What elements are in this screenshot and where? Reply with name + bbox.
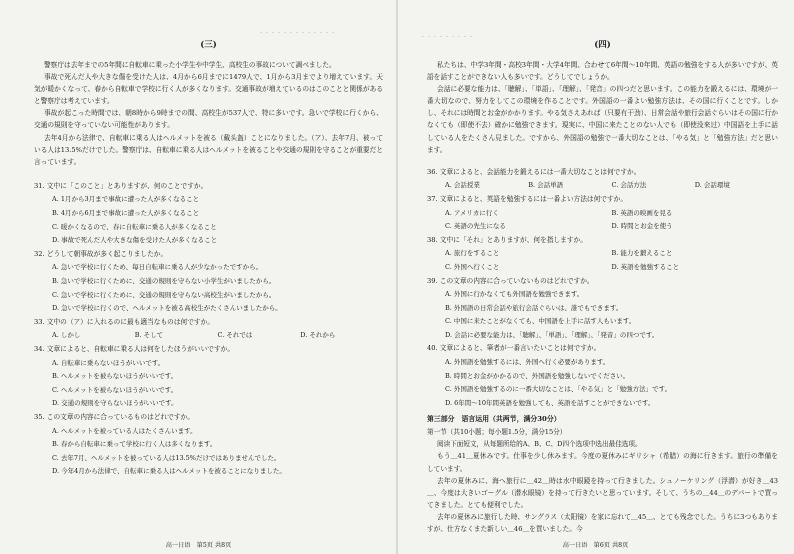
- page-5-content: [34, 40, 383, 538]
- bleed-through-text-right: ・・・・・・・・・: [420, 34, 475, 41]
- page-6: [397, 0, 794, 554]
- option-39a: A. 外国に行かなくても外国語を勉強できます。: [445, 290, 584, 299]
- option-38c: C. 外国へ行くこと: [445, 262, 500, 271]
- option-37a: A. アメリカに行く: [445, 208, 499, 217]
- option-39d: D. 会話に必要な能力は、「聴解」、「単語」、「理解」、「発音」の四つです。: [445, 330, 659, 339]
- option-36a: A. 会話授業: [445, 181, 480, 190]
- option-37b: B. 英語の映画を見る: [611, 208, 673, 217]
- options-36: [427, 179, 778, 193]
- option-38d: D. 英語を勉強すること: [611, 262, 680, 271]
- question-35: 35. この文章の内容に合っているものはどれですか。: [34, 412, 194, 421]
- question-32: 32. どうして朝事故が多く起こりましたか。: [34, 249, 168, 258]
- page-5-footer: 高一日语 第5页 共8页: [165, 542, 232, 549]
- passage-4-paragraph: 私たちは、中学3年間・高校3年間・大学4年間、合わせて6年間〜10年間、英語の勉強をする人が多いですが、英語を話すことができない人も多いです。どうしてでしょうか。: [427, 61, 778, 82]
- option-31c: C. 暖かくなるので、春に自転車に乗る人が多くなること: [52, 222, 217, 231]
- option-33d: D. それから: [300, 331, 336, 340]
- passage-4-paragraph: 会話に必要な能力は、「聴解」、「単語」、「理解」、「発音」の四つだと思います。この能力を鍛えるには、環境が一番大切なので、努力をしてこの環境を作ることです。外国語の一番よい勉強方法は、その国に行くことです。しかし、それには時間とお金がかかります。やる気さえあれば（只要有干劲）、日常会話や旅行会話ぐらいはその国に行かなくても（即使不去）確かに勉強できます。現実に、中国に来たことのない人でも（即使没来过）中国語を上手に話している人をたくさん見ました。ですから、外国語の勉強で一番大切なことは、「やる気」と「勉強方法」だと思います。: [427, 85, 778, 154]
- option-35a: A. ヘルメットを被っている人はたくさんいます。: [52, 426, 197, 435]
- question-34: 34. 文章によると、自転車に乗る人は何をしたほうがいいですか。: [34, 344, 235, 353]
- section-instruction: 阅读下面短文，从每题所给的A、B、C、D四个选项中选出最佳选项。: [437, 440, 642, 449]
- option-32c: C. 急いで学校に行くために、交通の規則を守らない高校生がいましたから。: [52, 290, 276, 299]
- passage-3-paragraph: 警察庁は去年までの5年間に自転車に乗った小学生や中学生、高校生の事故について調べました。: [44, 61, 336, 69]
- bleed-through-text: ・・・・・・・・・・・・・: [258, 30, 337, 37]
- passage-3-paragraph: 事故で死んだ人や大きな傷を受けた人は、4月から6月までに1479人で、1月から3月までより増えています。天気が暖かくなって、春から自転車で学校に行く人が多くなります。交通事故が増えているのはこのことと関係があると警察庁は考えています。: [34, 73, 383, 106]
- question-38: 38. 文中に「それ」とありますが、何を指しますか。: [427, 235, 587, 244]
- option-39c: C. 中国に来たことがなくても、中国語を上手に話す人もいます。: [445, 317, 636, 326]
- option-35b: B. 春から自転車に乗って学校に行く人は多くなります。: [52, 440, 217, 449]
- option-34c: C. ヘルメットを被らないほうがいいです。: [52, 385, 178, 394]
- option-36b: B. 会話単語: [528, 181, 564, 190]
- option-34a: A. 自転車に乗らないほうがいいです。: [52, 358, 165, 367]
- option-35d: D. 今年4月から法律で、自転車に乗る人はヘルメットを被ることになりました。: [52, 467, 286, 476]
- page-6-footer: 高一日语 第6页 共8页: [562, 542, 629, 549]
- option-33b: B. そして: [134, 331, 164, 340]
- option-40a: A. 外国語を勉強するには、外国へ行く必要があります。: [445, 358, 610, 367]
- question-36: 36. 文章によると、会話能力を鍛えるには一番大切なことは何ですか。: [427, 167, 641, 176]
- question-31: 31. 文中に「このこと」とありますが、何のことですか。: [34, 181, 208, 190]
- option-40d: D. 6年間〜10年間英語を勉強しても、英語を話すことができないです。: [445, 398, 655, 407]
- options-37cd: [427, 220, 778, 234]
- section-subheading: 第一节（共10小题；每小题1.5分，满分15分）: [427, 428, 567, 437]
- option-32d: D. 急いで学校に行くので、ヘルメットを被る高校生がたくさんいましたから。: [52, 304, 282, 313]
- option-31d: D. 事故で死んだ人や大きな傷を受けた人が多くなること: [52, 236, 218, 245]
- option-36d: D. 会話環境: [694, 181, 730, 190]
- option-31b: B. 4月から6月まで事故に遭った人が多くなること: [52, 209, 200, 218]
- option-33c: C. それでは: [217, 331, 253, 340]
- question-37: 37. 文章によると、英語を勉強するには一番よい方法は何ですか。: [427, 194, 628, 203]
- option-31a: A. 1月から3月まで事故に遭った人が多くなること: [52, 195, 200, 204]
- question-39: 39. この文章の内容に合っていないものはどれですか。: [427, 276, 594, 285]
- options-38ab: [427, 247, 778, 261]
- page-6-content: [427, 40, 778, 538]
- option-40b: B. 時間とお金がかかるので、外国語を勉強しないでください。: [445, 371, 630, 380]
- option-34d: D. 交通の規則を守らないほうがいいです。: [52, 399, 178, 408]
- cloze-paragraph: 去年の夏休みに、海へ旅行に＿42＿時は水中眼鏡を持って行きました。シュノーケリング（浮潜）が好き＿43＿、今度は大きいゴーグル（潜水眼镜）を持って行きたいと思っています。そして、うちの＿44＿のデパートで買ってきました。とても便利でした。: [427, 476, 778, 509]
- option-38b: B. 能力を鍛えること: [611, 249, 673, 258]
- option-32a: A. 急いで学校に行くため、毎日自転車に乗る人が少なかったですから。: [52, 263, 263, 272]
- option-39b: B. 外国語の日常会話や旅行会話ぐらいは、誰でもできます。: [445, 303, 623, 312]
- question-40: 40. 文章によると、筆者が一番言いたいことは何ですか。: [427, 344, 601, 353]
- options-33: [34, 329, 383, 343]
- option-32b: B. 急いで学校に行くために、交通の規則を守らない小学生がいましたから。: [52, 277, 276, 285]
- option-35c: C. 去年7月、ヘルメットを被っている人は13.5%だけではありませんでした。: [52, 453, 281, 462]
- option-38a: A. 旅行をすること: [445, 249, 500, 258]
- section-heading: 第三部分 语言运用（共两节，满分30分）: [427, 415, 561, 424]
- passage-3-paragraph: 事故が起こった時間では、朝8時から9時までの間、高校生が537人で、特に多いです。急いで学校に行くから、交通の規則を守っていない可能性があります。: [34, 109, 383, 130]
- options-38cd: [427, 261, 778, 275]
- question-33: 33. 文中の（ア）に入れるのに最も適当なものは何ですか。: [34, 317, 214, 326]
- option-33a: A. しかし: [52, 331, 81, 340]
- option-34b: B. ヘルメットを被らないほうがいいです。: [52, 372, 178, 381]
- option-37c: C. 英語の先生になる: [445, 222, 506, 231]
- option-36c: C. 会話方法: [611, 181, 647, 190]
- option-37d: D. 時間とお金を使う: [611, 222, 673, 231]
- options-37ab: [427, 207, 778, 221]
- passage-3-title: (三): [200, 40, 217, 50]
- option-40c: C. 外国語を勉強するのに一番大切なことは、「やる気」と「勉強方法」です。: [445, 385, 672, 394]
- passage-4-title: (四): [594, 40, 611, 50]
- passage-3-paragraph: 去年4月から法律で、自転車に乗る人はヘルメットを被る（戴头盔）ことになりました。（ア）、去年7月、被っている人は13.5%だけでした。警察庁は、自転車に乗る人はヘルメットを被ることや交通の規則を守ることが重要だと言っています。: [34, 133, 383, 166]
- cloze-paragraph: もう＿41＿夏休みです。仕事を少し休みます。今度の夏休みにギリシャ（希腊）の海に行きます。旅行の準備をしています。: [427, 452, 778, 473]
- cloze-paragraph: 去年の夏休みに旅行した時、サングラス（太阳镜）を家に忘れて＿45＿、とても残念でした。うちに3つもありますが、仕方なくまた新しい＿46＿を買いました。今: [427, 512, 778, 533]
